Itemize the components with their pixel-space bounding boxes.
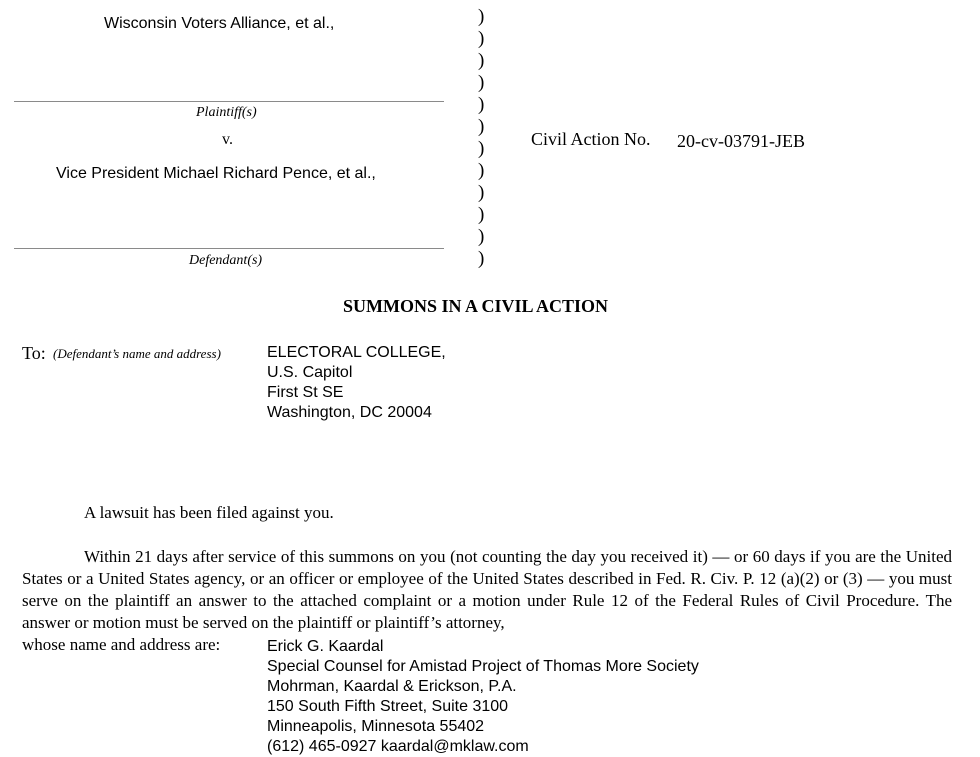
caption-paren: ): [478, 138, 485, 159]
caption-paren: ): [478, 28, 485, 49]
caption-paren: ): [478, 204, 485, 225]
caption-parenthesis-column: [478, 6, 498, 270]
defendant-name: Vice President Michael Richard Pence, et al.,: [56, 165, 376, 182]
civil-action-number: 20-cv-03791-JEB: [677, 131, 805, 151]
caption-paren: ): [478, 50, 485, 71]
defendant-rule: [14, 248, 444, 249]
attorney-line: Mohrman, Kaardal & Erickson, P.A.: [267, 678, 517, 695]
caption-paren: ): [478, 160, 485, 181]
caption-paren: ): [478, 94, 485, 115]
address-line: U.S. Capitol: [267, 364, 353, 381]
civil-action-label: Civil Action No.: [531, 129, 651, 149]
defendant-label: Defendant(s): [189, 253, 263, 268]
caption-paren: ): [478, 72, 485, 93]
plaintiff-name: Wisconsin Voters Alliance, et al.,: [104, 15, 335, 32]
caption-paren: ): [478, 226, 485, 247]
address-line: ELECTORAL COLLEGE,: [267, 344, 446, 361]
attorney-line: (612) 465-0927 kaardal@mklaw.com: [267, 738, 529, 755]
attorney-line: 150 South Fifth Street, Suite 3100: [267, 698, 509, 715]
to-label: To:: [22, 343, 46, 363]
instructions-text: Within 21 days after service of this summons on you (not counting the day you received it) — or 60 days if you are the United States or a United States agency, or an officer or employee of the United States described in Fed. R. Civ. P. 12 (a)(2) or (3) — you must serve on the plaintiff an answer to the attached complaint or a motion under Rule 12 of the Federal Rules of Civil Procedure. The answer or motion must be served on the plaintiff or plaintiff’s attorney,: [22, 547, 952, 632]
attorney-line: Special Counsel for Amistad Project of Thomas More Society: [267, 658, 699, 675]
caption-paren: ): [478, 182, 485, 203]
address-line: Washington, DC 20004: [267, 404, 432, 421]
attorney-line: Erick G. Kaardal: [267, 638, 384, 655]
plaintiff-label: Plaintiff(s): [196, 105, 257, 120]
defendant-address: [267, 343, 446, 423]
plaintiff-rule: [14, 101, 444, 102]
caption-paren: ): [478, 6, 485, 27]
caption-paren: ): [478, 248, 485, 269]
document-title: SUMMONS IN A CIVIL ACTION: [343, 296, 609, 316]
instructions-paragraph: [22, 546, 952, 634]
whose-label: whose name and address are:: [22, 635, 221, 654]
caption-paren: ): [478, 116, 485, 137]
versus-label: v.: [222, 131, 233, 148]
attorney-block: [267, 637, 699, 757]
attorney-line: Minneapolis, Minnesota 55402: [267, 718, 485, 735]
to-hint: (Defendant’s name and address): [53, 346, 221, 361]
address-line: First St SE: [267, 384, 344, 401]
lawsuit-sentence: A lawsuit has been filed against you.: [84, 503, 334, 522]
